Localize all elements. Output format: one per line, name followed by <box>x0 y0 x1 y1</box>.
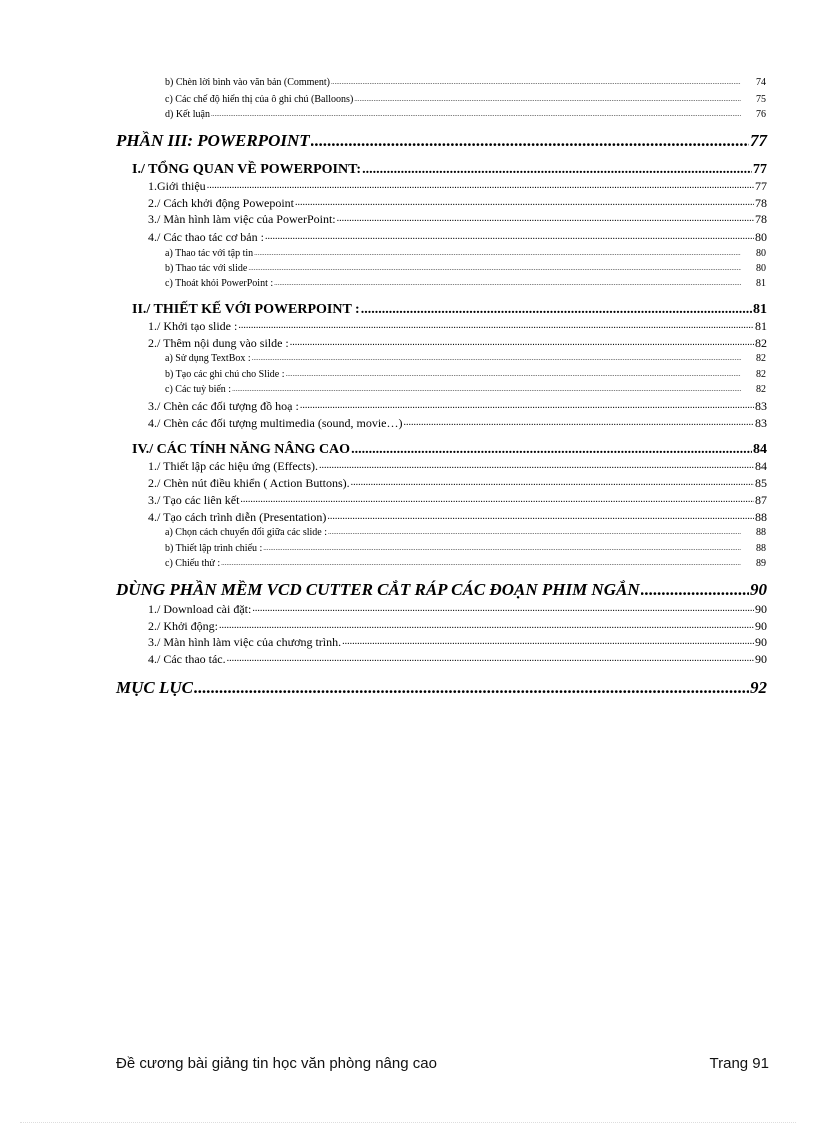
toc-entry-title: 1./ Khởi tạo slide : <box>148 319 238 333</box>
toc-entry-page: 82 <box>756 353 766 364</box>
dot-leader <box>194 677 749 699</box>
toc-entry-title: 2./ Thêm nội dung vào silde : <box>148 336 289 350</box>
toc-entry-page: 74 <box>756 77 766 88</box>
toc-entry-page: 80 <box>756 248 766 259</box>
toc-entry-title: MỤC LỤC <box>116 678 193 697</box>
toc-entry-title: PHẦN III: POWERPOINT <box>116 131 310 150</box>
dot-leader <box>252 601 754 617</box>
toc-entry-page: 92 <box>750 678 767 697</box>
toc-entry[interactable] <box>132 440 767 459</box>
toc-entry-page: 82 <box>756 384 766 395</box>
toc-entry-page: 82 <box>755 336 767 350</box>
dot-leader <box>274 277 741 290</box>
toc-entry-page: 78 <box>755 196 767 210</box>
toc-entry[interactable] <box>148 195 767 211</box>
dot-leader <box>362 160 752 179</box>
dot-leader <box>403 415 754 431</box>
dot-leader <box>227 651 754 667</box>
dot-leader <box>331 76 741 89</box>
toc-entry-page: 81 <box>753 302 767 317</box>
dot-leader <box>351 475 754 491</box>
toc-entry-page: 82 <box>756 369 766 380</box>
toc-entry-title: 3./ Tạo các liên kết <box>148 493 240 507</box>
dot-leader <box>319 458 754 474</box>
toc-entry-page: 77 <box>753 162 767 177</box>
toc-entry[interactable] <box>148 492 767 508</box>
toc-entry[interactable] <box>148 335 767 351</box>
dot-leader <box>354 93 741 106</box>
toc-entry-page: 88 <box>756 527 766 538</box>
toc-entry-title: 2./ Chèn nút điều khiển ( Action Buttons). <box>148 476 350 490</box>
toc-entry-page: 84 <box>753 442 767 457</box>
toc-entry-title: b) Chèn lời bình vào văn bản (Comment) <box>165 77 330 88</box>
toc-entry[interactable] <box>148 634 767 650</box>
toc-entry-title: 3./ Chèn các đối tượng đồ hoạ : <box>148 399 299 413</box>
toc-entry-page: 80 <box>756 263 766 274</box>
dot-leader <box>328 526 741 539</box>
toc-entry[interactable] <box>148 651 767 667</box>
toc-entry-title: 2./ Cách khởi động Powepoint <box>148 196 295 210</box>
toc-entry[interactable] <box>116 130 767 152</box>
toc-entry-page: 88 <box>755 510 767 524</box>
toc-entry-title: II./ THIẾT KẾ VỚI POWERPOINT : <box>132 302 360 317</box>
toc-entry[interactable] <box>148 618 767 634</box>
toc-entry-title: 4./ Chèn các đối tượng multimedia (sound, movie…) <box>148 416 403 430</box>
dot-leader <box>248 262 741 275</box>
dot-leader <box>221 557 741 570</box>
toc-entry[interactable] <box>165 526 766 539</box>
toc-entry[interactable] <box>148 229 767 245</box>
toc-entry-page: 90 <box>755 602 767 616</box>
toc-entry-page: 75 <box>756 94 766 105</box>
toc-entry[interactable] <box>148 318 767 334</box>
toc-entry-title: d) Kết luận <box>165 109 210 120</box>
toc-entry-page: 89 <box>756 558 766 569</box>
toc-entry-page: 85 <box>755 476 767 490</box>
toc-entry-page: 78 <box>755 212 767 226</box>
dot-leader <box>300 398 754 414</box>
toc-entry-title: 3./ Màn hình làm việc của PowerPoint: <box>148 212 336 226</box>
toc-entry[interactable] <box>165 277 766 290</box>
toc-entry-title: a) Chọn cách chuyển đổi giữa các slide : <box>165 527 328 538</box>
dot-leader <box>207 178 754 194</box>
dot-leader <box>219 618 754 634</box>
toc-entry-title: 4./ Các thao tác. <box>148 652 226 666</box>
dot-leader <box>232 383 741 396</box>
dot-leader <box>337 211 754 227</box>
toc-entry[interactable] <box>148 458 767 474</box>
toc-entry-title: 4./ Các thao tác cơ bản : <box>148 230 264 244</box>
dot-leader <box>327 509 754 525</box>
toc-entry-page: 88 <box>756 543 766 554</box>
toc-entry[interactable] <box>116 579 767 601</box>
toc-entry-title: 3./ Màn hình làm việc của chương trình. <box>148 635 342 649</box>
toc-entry-page: 83 <box>755 416 767 430</box>
toc-entry-page: 90 <box>755 619 767 633</box>
toc-entry-page: 90 <box>755 635 767 649</box>
toc-entry[interactable] <box>165 247 766 260</box>
dot-leader <box>263 542 741 555</box>
toc-entry-page: 81 <box>755 319 767 333</box>
toc-entry-title: c) Các chế độ hiển thị của ô ghi chú (Balloons) <box>165 94 354 105</box>
toc-entry-page: 77 <box>750 131 767 150</box>
toc-entry[interactable] <box>165 76 766 89</box>
toc-entry-page: 80 <box>755 230 767 244</box>
dot-leader <box>311 130 749 152</box>
dot-leader <box>238 318 754 334</box>
footer-page-number: Trang 91 <box>709 1055 769 1072</box>
toc-entry-title: b) Tạo các ghi chú cho Slide : <box>165 369 285 380</box>
toc-entry[interactable] <box>148 178 767 194</box>
toc-entry[interactable] <box>165 383 766 396</box>
toc-entry[interactable] <box>165 108 766 121</box>
dot-leader <box>295 195 754 211</box>
dot-leader <box>342 634 754 650</box>
toc-entry-page: 84 <box>755 459 767 473</box>
dot-leader <box>361 300 752 319</box>
dot-leader <box>240 492 754 508</box>
dot-leader <box>252 352 741 365</box>
footer-title: Đề cương bài giảng tin học văn phòng nâng cao <box>116 1055 437 1072</box>
toc-entry[interactable] <box>132 300 767 319</box>
toc-entry-page: 90 <box>750 580 767 599</box>
toc-entry[interactable] <box>165 368 766 381</box>
toc-entry[interactable] <box>165 542 766 555</box>
toc-entry[interactable] <box>165 352 766 365</box>
toc-entry-title: a) Sử dụng TextBox : <box>165 353 251 364</box>
toc-entry-title: a) Thao tác với tập tin <box>165 248 254 259</box>
toc-entry-title: c) Thoát khỏi PowerPoint : <box>165 278 274 289</box>
toc-entry[interactable] <box>148 601 767 617</box>
toc-entry-page: 76 <box>756 109 766 120</box>
page-footer <box>116 1055 769 1077</box>
toc-entry-page: 83 <box>755 399 767 413</box>
toc-entry-title: 1./ Download cài đặt: <box>148 602 252 616</box>
toc-entry-title: 1./ Thiết lập các hiệu ứng (Effects). <box>148 459 318 473</box>
toc-entry-title: I./ TỔNG QUAN VỀ POWERPOINT: <box>132 162 362 177</box>
toc-entry[interactable] <box>148 211 767 227</box>
toc-entry[interactable] <box>148 475 767 491</box>
toc-entry[interactable] <box>148 415 767 431</box>
toc-entry-title: c) Chiếu thử : <box>165 558 221 569</box>
toc-entry[interactable] <box>148 509 767 525</box>
toc-entry[interactable] <box>165 557 766 570</box>
toc-entry-title: b) Thao tác với slide <box>165 263 248 274</box>
toc-entry[interactable] <box>132 160 767 179</box>
toc-entry-title: 4./ Tạo cách trình diễn (Presentation) <box>148 510 327 524</box>
dot-leader <box>286 368 741 381</box>
toc-entry[interactable] <box>165 93 766 106</box>
toc-entry-page: 77 <box>755 179 767 193</box>
dot-leader <box>211 108 741 121</box>
toc-entry[interactable] <box>116 677 767 699</box>
toc-entry-title: IV./ CÁC TÍNH NĂNG NÂNG CAO <box>132 442 351 457</box>
toc-entry-page: 90 <box>755 652 767 666</box>
toc-entry-page: 81 <box>756 278 766 289</box>
dot-leader <box>254 247 741 260</box>
toc-entry-title: b) Thiết lập trình chiếu : <box>165 543 263 554</box>
toc-entry[interactable] <box>148 398 767 414</box>
dot-leader <box>265 229 754 245</box>
dot-leader <box>641 579 749 601</box>
dot-leader <box>351 440 752 459</box>
toc-entry-title: DÙNG PHẦN MỀM VCD CUTTER CẮT RÁP CÁC ĐOẠN PHIM NGẮN <box>116 580 640 599</box>
dot-leader <box>290 335 754 351</box>
toc-entry-title: 2./ Khởi động: <box>148 619 219 633</box>
toc-entry-title: 1.Giới thiệu <box>148 179 206 193</box>
toc-entry-title: c) Các tuỳ biến : <box>165 384 232 395</box>
toc-entry[interactable] <box>165 262 766 275</box>
toc-entry-page: 87 <box>755 493 767 507</box>
